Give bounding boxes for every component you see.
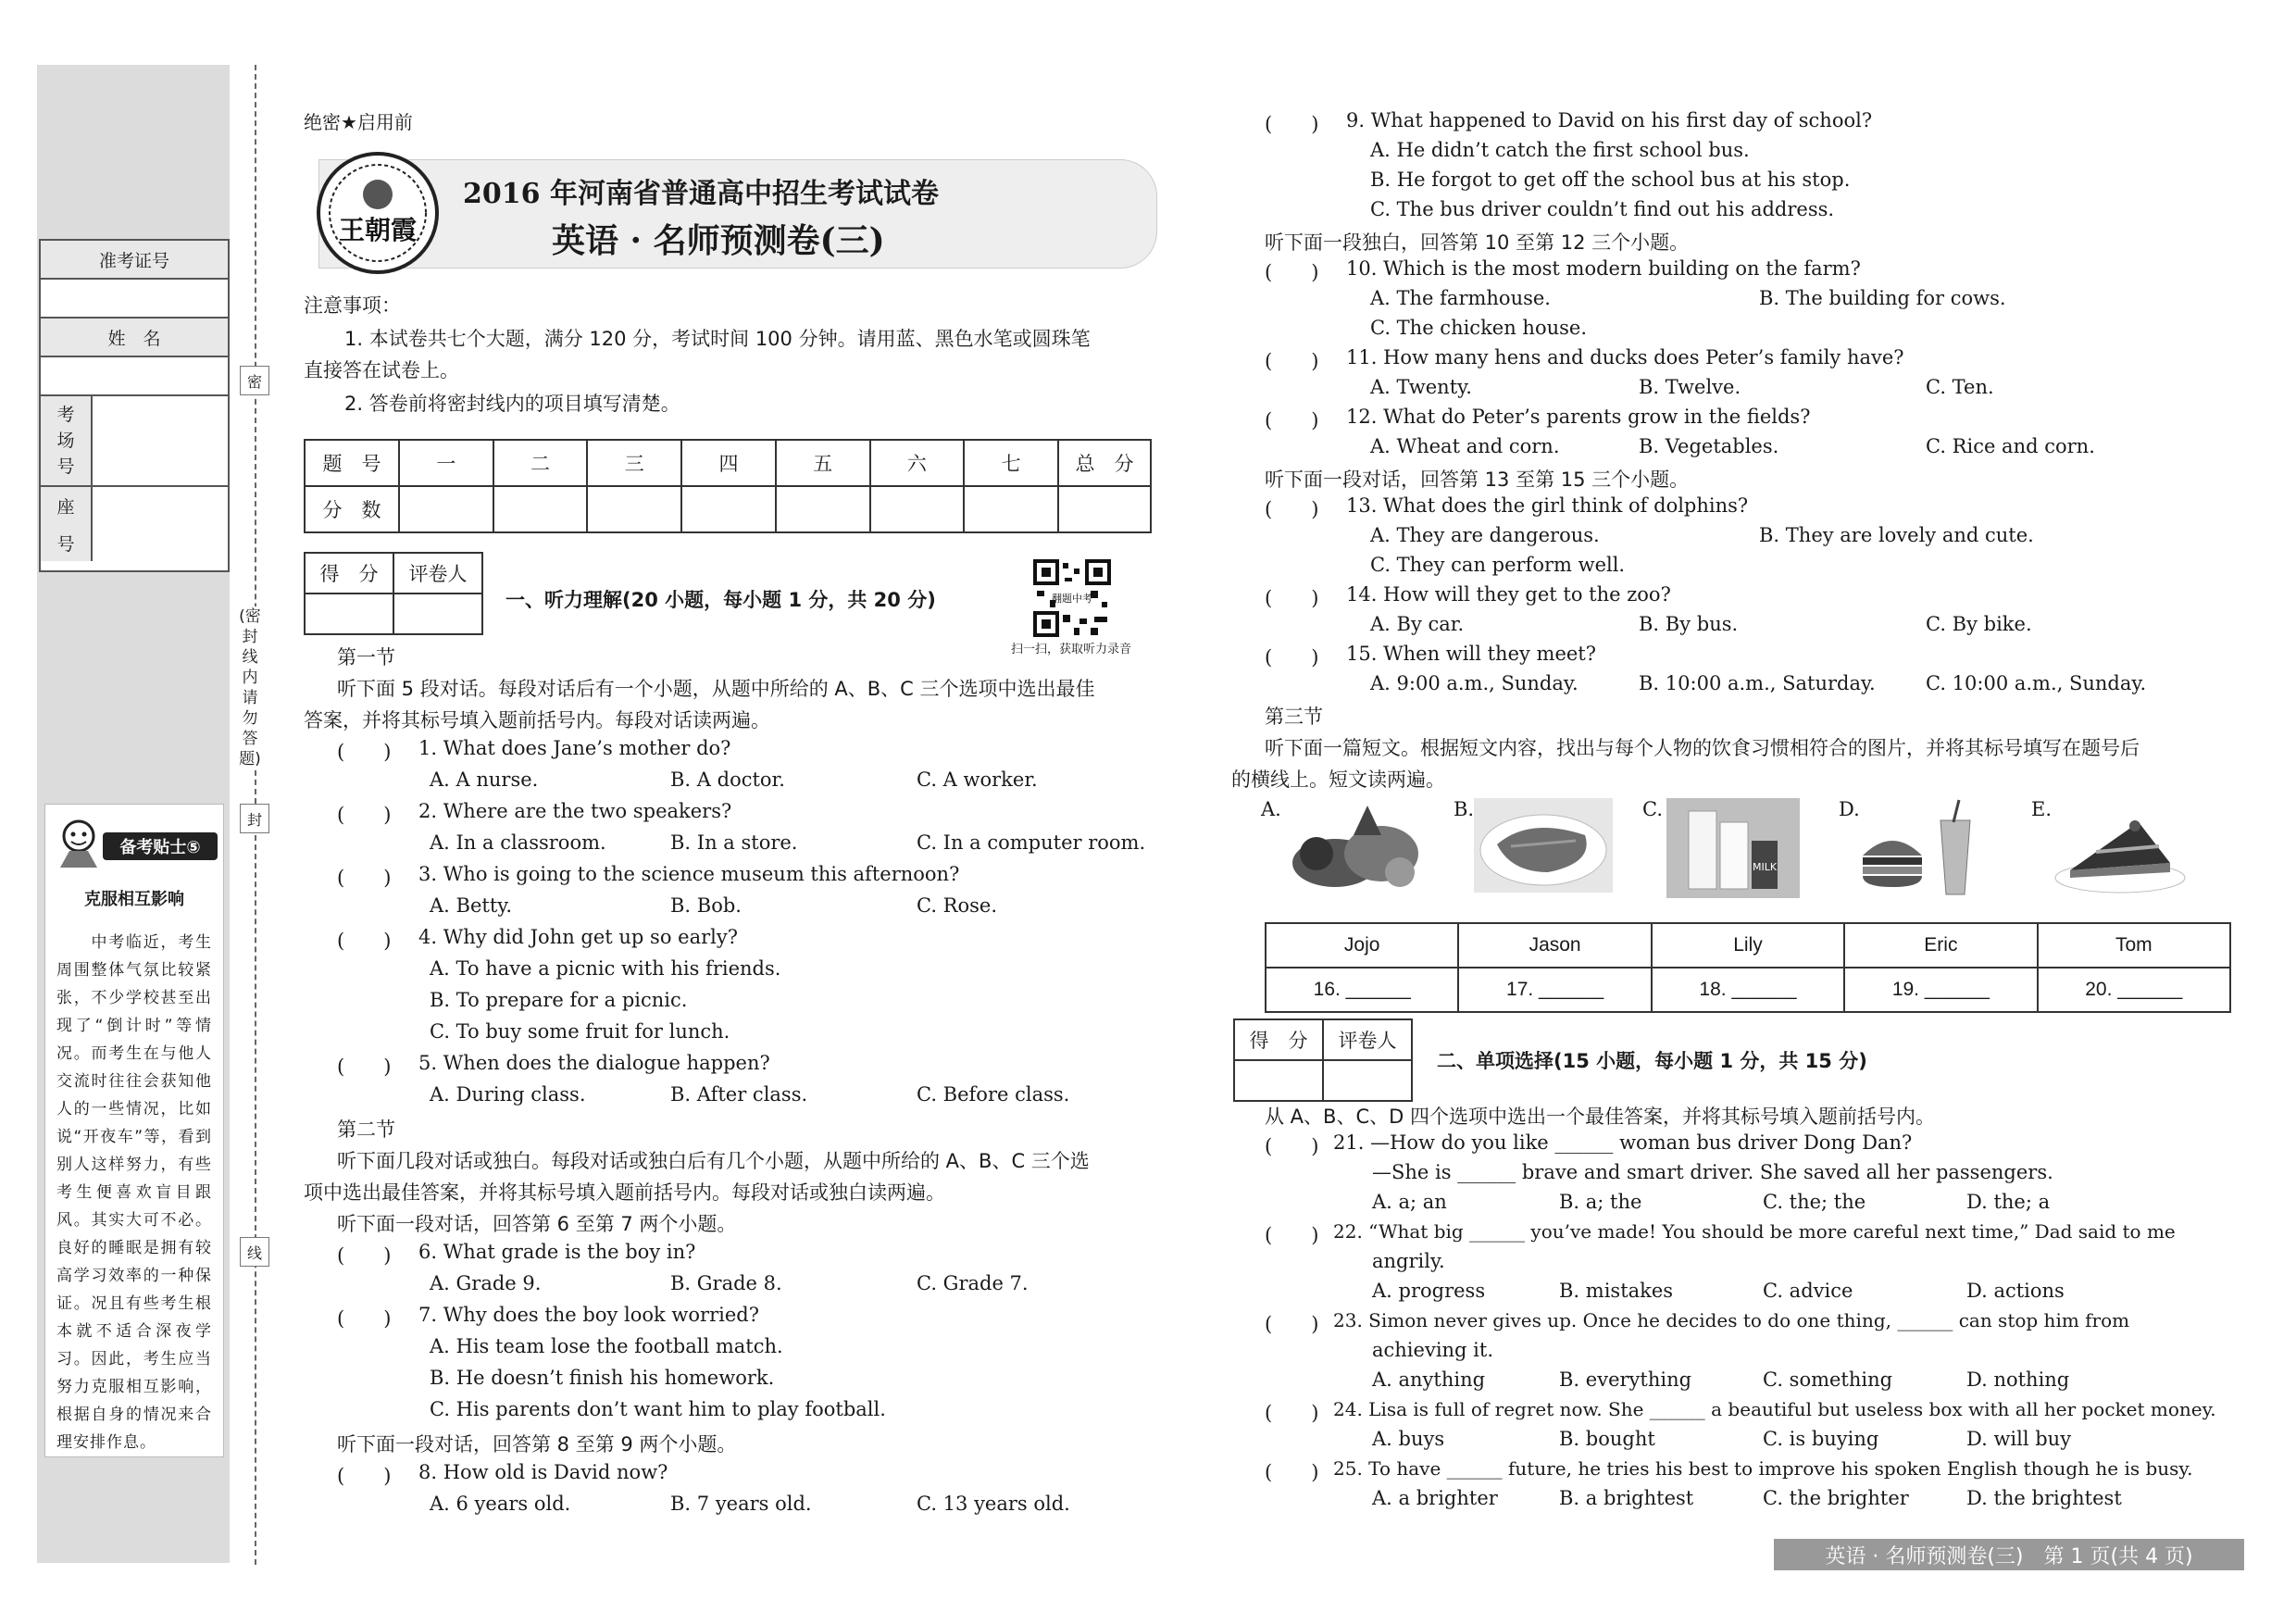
option: C. A worker. (917, 769, 1038, 791)
option: C. 10:00 a.m., Sunday. (1926, 672, 2147, 694)
person-name: Jason (1458, 923, 1651, 968)
cut-label-xian: 线 (240, 1237, 269, 1267)
answer-bracket[interactable]: ( ) (337, 867, 392, 889)
name-field[interactable] (41, 357, 228, 396)
part-1-instruction-a: 听下面 5 段对话。每段对话后有一个小题，从题中所给的 A、B、C 三个选项中选出最佳 (337, 678, 1095, 700)
exam-title: 2016 年河南省普通高中招生考试试卷 (463, 178, 939, 210)
answer-bracket[interactable]: ( ) (1265, 587, 1319, 609)
notice-line-2: 2. 答卷前将密封线内的项目填写清楚。 (344, 393, 680, 415)
mascot-icon (51, 814, 106, 869)
option: C. To buy some fruit for lunch. (430, 1020, 730, 1043)
meat-dish-icon (1474, 798, 1613, 898)
answer-blank[interactable]: 16. ______ (1266, 968, 1458, 1012)
seat-field[interactable] (93, 487, 228, 561)
picture-label: B. (1454, 798, 1475, 820)
option: C. Rose. (917, 894, 998, 917)
diet-matching-table (1265, 922, 2231, 1013)
exam-tips-panel (44, 804, 224, 1457)
option: B. Twelve. (1639, 376, 1741, 398)
seal-text: 王朝霞 (338, 215, 418, 245)
option: A. progress (1372, 1280, 1486, 1302)
page-footer: 英语 · 名师预测卷(三) 第 1 页(共 4 页) (1774, 1539, 2244, 1570)
answer-bracket[interactable]: ( ) (1265, 1224, 1319, 1246)
option: D. nothing (1966, 1368, 2070, 1391)
answer-blank[interactable]: 17. ______ (1458, 968, 1651, 1012)
option: A. To have a picnic with his friends. (430, 957, 781, 980)
option: B. a; the (1559, 1191, 1642, 1213)
option: B. A doctor. (670, 769, 785, 791)
names-row (1266, 923, 2230, 968)
option: C. The bus driver couldn’t find out his address. (1370, 198, 1835, 220)
question-stem: 22. “What big ______ you’ve made! You should be more careful next time,” Dad said to me (1333, 1220, 2176, 1243)
question-stem: 14. How will they get to the zoo? (1346, 583, 1671, 606)
answer-bracket[interactable]: ( ) (337, 1465, 392, 1487)
publisher-seal-icon (315, 150, 441, 276)
option: D. will buy (1966, 1428, 2072, 1450)
option: B. a brightest (1559, 1487, 1694, 1509)
answer-bracket[interactable]: ( ) (337, 741, 392, 763)
room-char: 号 (56, 456, 75, 477)
option: A. a; an (1372, 1191, 1447, 1213)
option: A. Betty. (430, 894, 513, 917)
option: A. They are dangerous. (1370, 524, 1600, 546)
score-header-row (305, 440, 1151, 486)
option: B. Bob. (670, 894, 742, 917)
grader-box-1 (304, 552, 483, 635)
option: D. the; a (1966, 1191, 2051, 1213)
option: C. is buying (1763, 1428, 1879, 1450)
milk-icon (1666, 798, 1800, 898)
person-name: Jojo (1266, 923, 1458, 968)
seat-label (41, 487, 93, 561)
dialogue-13-15-instruction: 听下面一段对话，回答第 13 至第 15 三个小题。 (1265, 469, 1690, 491)
option: B. mistakes (1559, 1280, 1674, 1302)
option: A. In a classroom. (430, 831, 606, 854)
option: C. Before class. (917, 1083, 1070, 1106)
question-stem: 10. Which is the most modern building on the farm? (1346, 257, 1861, 280)
qr-text: 翻题中考 (1052, 593, 1092, 605)
score-table (304, 439, 1152, 533)
score-cell[interactable] (681, 486, 776, 532)
option: C. something (1763, 1368, 1893, 1391)
vegetables-icon (1279, 798, 1433, 898)
score-value-row (305, 486, 1151, 532)
person-name: Lily (1652, 923, 1844, 968)
question-stem-cont: —She is ______ brave and smart driver. She saved all her passengers. (1372, 1161, 2053, 1183)
notice-line-1: 1. 本试卷共七个大题，满分 120 分，考试时间 100 分钟。请用蓝、黑色水笔或圆珠笔 (344, 328, 1091, 350)
question-stem: 21. —How do you like ______ woman bus driver Dong Dan? (1333, 1131, 1913, 1154)
answer-blank[interactable]: 18. ______ (1652, 968, 1844, 1012)
option: A. The farmhouse. (1370, 287, 1551, 309)
question-stem: 5. When does the dialogue happen? (418, 1052, 770, 1074)
picture-label: C. (1642, 798, 1663, 820)
room-field[interactable] (93, 396, 228, 485)
part-2-instruction-b: 项中选出最佳答案，并将其标号填入题前括号内。每段对话或独白读两遍。 (304, 1181, 945, 1204)
answer-bracket[interactable]: ( ) (1265, 1313, 1319, 1335)
picture-label: A. (1261, 798, 1281, 820)
cut-label-feng: 封 (240, 804, 269, 833)
qr-code-icon[interactable] (1033, 559, 1111, 637)
score-head-cell: 二 (493, 440, 588, 486)
answer-bracket[interactable]: ( ) (337, 804, 392, 826)
answer-bracket[interactable]: ( ) (1265, 1461, 1319, 1483)
grader-score-field[interactable] (305, 594, 393, 634)
ticket-label: 准考证号 (41, 241, 228, 280)
question-stem: 15. When will they meet? (1346, 643, 1597, 665)
room-label (41, 396, 93, 485)
answer-bracket[interactable]: ( ) (1265, 1135, 1319, 1157)
answer-blank[interactable]: 19. ______ (1844, 968, 2037, 1012)
name-label: 姓 名 (41, 319, 228, 357)
option: C. Rice and corn. (1926, 435, 2095, 457)
section-2-instruction: 从 A、B、C、D 四个选项中选出一个最佳答案，并将其标号填入题前括号内。 (1265, 1106, 1935, 1128)
score-head-cell: 一 (399, 440, 493, 486)
part-2-instruction-a: 听下面几段对话或独白。每段对话或独白后有几个小题，从题中所给的 A、B、C 三个选 (337, 1150, 1090, 1172)
option: D. the brightest (1966, 1487, 2122, 1509)
seat-char: 号 (56, 533, 75, 555)
question-stem: 9. What happened to David on his first day of school? (1346, 109, 1873, 131)
question-stem: 8. How old is David now? (418, 1461, 668, 1483)
option: B. By bus. (1639, 613, 1739, 635)
option: A. 6 years old. (430, 1493, 571, 1515)
answer-bracket[interactable]: ( ) (1265, 350, 1319, 372)
question-stem: 24. Lisa is full of regret now. She ______ a beautiful but useless box with all her pocket money. (1333, 1398, 2216, 1420)
tip-badge: 备考贴士⑤ (103, 832, 218, 860)
answer-bracket[interactable]: ( ) (337, 1244, 392, 1267)
score-head-cell: 七 (964, 440, 1058, 486)
option: A. During class. (430, 1083, 586, 1106)
tip-title: 克服相互影响 (84, 890, 184, 909)
score-cell[interactable] (399, 486, 493, 532)
answer-bracket[interactable]: ( ) (1265, 1402, 1319, 1424)
score-head-cell: 六 (870, 440, 965, 486)
exam-subtitle: 英语 · 名师预测卷(三) (552, 221, 885, 260)
milk-label: MILK (1752, 861, 1778, 873)
option: B. Grade 8. (670, 1272, 782, 1294)
option: A. Twenty. (1370, 376, 1472, 398)
score-head-cell: 三 (587, 440, 681, 486)
option: C. His parents don’t want him to play football. (430, 1398, 886, 1420)
question-stem: 25. To have ______ future, he tries his best to improve his spoken English though he is busy. (1333, 1457, 2193, 1480)
answer-bracket[interactable]: ( ) (337, 1307, 392, 1330)
seat-char: 座 (56, 496, 75, 518)
answer-blank[interactable]: 20. ______ (2038, 968, 2230, 1012)
answer-bracket[interactable]: ( ) (337, 930, 392, 952)
question-stem: 4. Why did John get up so early? (418, 926, 738, 948)
picture-label: D. (1839, 798, 1860, 820)
grader-field[interactable] (1323, 1060, 1412, 1101)
part-2-label: 第二节 (337, 1118, 395, 1141)
question-stem: 23. Simon never gives up. Once he decides to do one thing, ______ can stop him from (1333, 1309, 2130, 1331)
burger-drink-icon (1855, 798, 1979, 898)
score-head-cell: 总 分 (1058, 440, 1151, 486)
notice-line-1b: 直接答在试卷上。 (304, 359, 459, 381)
question-stem: 7. Why does the boy look worried? (418, 1304, 759, 1326)
option: C. advice (1763, 1280, 1853, 1302)
score-head-cell: 四 (681, 440, 776, 486)
option: C. the; the (1763, 1191, 1866, 1213)
option: D. actions (1966, 1280, 2065, 1302)
score-head-cell: 题 号 (305, 440, 399, 486)
option: A. A nurse. (430, 769, 539, 791)
question-stem: 12. What do Peter’s parents grow in the fields? (1346, 406, 1811, 428)
person-name: Tom (2038, 923, 2230, 968)
section-1-title: 一、听力理解(20 小题，每小题 1 分，共 20 分) (505, 589, 936, 611)
dialogue-6-7-instruction: 听下面一段对话，回答第 6 至第 7 两个小题。 (337, 1213, 737, 1235)
option: C. The chicken house. (1370, 317, 1587, 339)
option: A. anything (1372, 1368, 1486, 1391)
part-3-label: 第三节 (1265, 706, 1323, 728)
cut-warning-vertical: (密封线内请勿答题) (236, 606, 264, 769)
question-stem: 1. What does Jane’s mother do? (418, 737, 731, 759)
answer-bracket[interactable]: ( ) (1265, 409, 1319, 431)
part-3-instruction-a: 听下面一篇短文。根据短文内容，找出与每个人物的饮食习惯相符合的图片，并将其标号填写在题号后 (1265, 737, 2140, 759)
grader-score-label: 得 分 (1234, 1019, 1323, 1060)
question-stem-cont: angrily. (1372, 1250, 1445, 1272)
section-2-title: 二、单项选择(15 小题，每小题 1 分，共 15 分) (1437, 1050, 1867, 1072)
option: B. bought (1559, 1428, 1655, 1450)
option: B. everything (1559, 1368, 1692, 1391)
cake-icon (2050, 798, 2190, 898)
score-cell[interactable] (776, 486, 870, 532)
answer-bracket[interactable]: ( ) (1265, 261, 1319, 283)
option: B. 7 years old. (670, 1493, 812, 1515)
option: B. In a store. (670, 831, 798, 854)
question-stem: 2. Where are the two speakers? (418, 800, 732, 822)
person-name: Eric (1844, 923, 2037, 968)
grader-score-label: 得 分 (305, 553, 393, 594)
question-stem: 11. How many hens and ducks does Peter’s family have? (1346, 346, 1904, 369)
cut-label-mi: 密 (240, 366, 269, 395)
question-stem-cont: achieving it. (1372, 1339, 1494, 1361)
score-head-cell: 五 (776, 440, 870, 486)
option: C. By bike. (1926, 613, 2032, 635)
score-cell[interactable] (964, 486, 1058, 532)
option: A. By car. (1370, 613, 1465, 635)
option: B. He forgot to get off the school bus at his stop. (1370, 169, 1851, 191)
answer-bracket[interactable]: ( ) (1265, 113, 1319, 135)
monologue-10-12-instruction: 听下面一段独白，回答第 10 至第 12 三个小题。 (1265, 231, 1690, 254)
tip-text: 中考临近，考生周围整体气氛比较紧张，不少学校甚至出现了“倒计时”等情况。而考生在与他人交流时往往会获知他人的一些情况，比如说“开夜车”等，看到别人这样努力，有些考生便喜欢盲目跟风。其实大可不必。良好的睡眠是拥有较高学习效率的一种保证。况且有些考生根本就不适合深夜学习。因此，考生应当努力克服相互影响，根据自身的情况来合理安排作息。 (56, 933, 212, 1452)
room-row (41, 396, 228, 487)
grader-box-2 (1233, 1018, 1413, 1102)
question-stem: 6. What grade is the boy in? (418, 1241, 696, 1263)
option: C. In a computer room. (917, 831, 1146, 854)
room-char: 场 (56, 431, 75, 451)
score-cell[interactable] (1058, 486, 1151, 532)
qr-caption: 扫一扫，获取听力录音 (1011, 643, 1132, 656)
score-cell[interactable] (870, 486, 965, 532)
option: C. They can perform well. (1370, 554, 1626, 576)
option: A. His team lose the football match. (430, 1335, 783, 1357)
option: A. Grade 9. (430, 1272, 542, 1294)
option: A. buys (1372, 1428, 1445, 1450)
option: A. He didn’t catch the first school bus. (1370, 139, 1750, 161)
option: C. 13 years old. (917, 1493, 1070, 1515)
secret-mark: 绝密★启用前 (304, 111, 413, 133)
part-3-instruction-b: 的横线上。短文读两遍。 (1231, 769, 1445, 791)
question-stem: 13. What does the girl think of dolphins? (1346, 494, 1749, 517)
option: B. Vegetables. (1639, 435, 1779, 457)
part-1-instruction-b: 答案，并将其标号填入题前括号内。每段对话读两遍。 (304, 709, 770, 731)
option: B. To prepare for a picnic. (430, 989, 688, 1011)
answer-bracket[interactable]: ( ) (1265, 498, 1319, 520)
option: B. After class. (670, 1083, 808, 1106)
option: A. 9:00 a.m., Sunday. (1370, 672, 1578, 694)
option: C. the brighter (1763, 1487, 1909, 1509)
picture-label: E. (2031, 798, 2053, 820)
dialogue-8-9-instruction: 听下面一段对话，回答第 8 至第 9 两个小题。 (337, 1433, 737, 1456)
part-1-label: 第一节 (337, 646, 395, 669)
ticket-field[interactable] (41, 280, 228, 319)
grader-label: 评卷人 (393, 553, 482, 594)
grader-score-field[interactable] (1234, 1060, 1323, 1101)
answer-bracket[interactable]: ( ) (1265, 646, 1319, 669)
answers-row (1266, 968, 2230, 1012)
candidate-info-box (39, 239, 230, 572)
option: A. a brighter (1372, 1487, 1498, 1509)
answer-bracket[interactable]: ( ) (337, 1056, 392, 1078)
option: C. Ten. (1926, 376, 1994, 398)
option: B. They are lovely and cute. (1759, 524, 2034, 546)
score-cell[interactable] (587, 486, 681, 532)
option: B. 10:00 a.m., Saturday. (1639, 672, 1876, 694)
option: B. He doesn’t finish his homework. (430, 1367, 775, 1389)
grader-field[interactable] (393, 594, 482, 634)
room-char: 考 (56, 405, 75, 425)
option: A. Wheat and corn. (1370, 435, 1560, 457)
seat-row (41, 487, 228, 561)
option: C. Grade 7. (917, 1272, 1029, 1294)
option: B. The building for cows. (1759, 287, 2006, 309)
notice-heading: 注意事项： (304, 294, 401, 317)
score-row-label: 分 数 (305, 486, 399, 532)
score-cell[interactable] (493, 486, 588, 532)
question-stem: 3. Who is going to the science museum this afternoon? (418, 863, 960, 885)
grader-label: 评卷人 (1323, 1019, 1412, 1060)
